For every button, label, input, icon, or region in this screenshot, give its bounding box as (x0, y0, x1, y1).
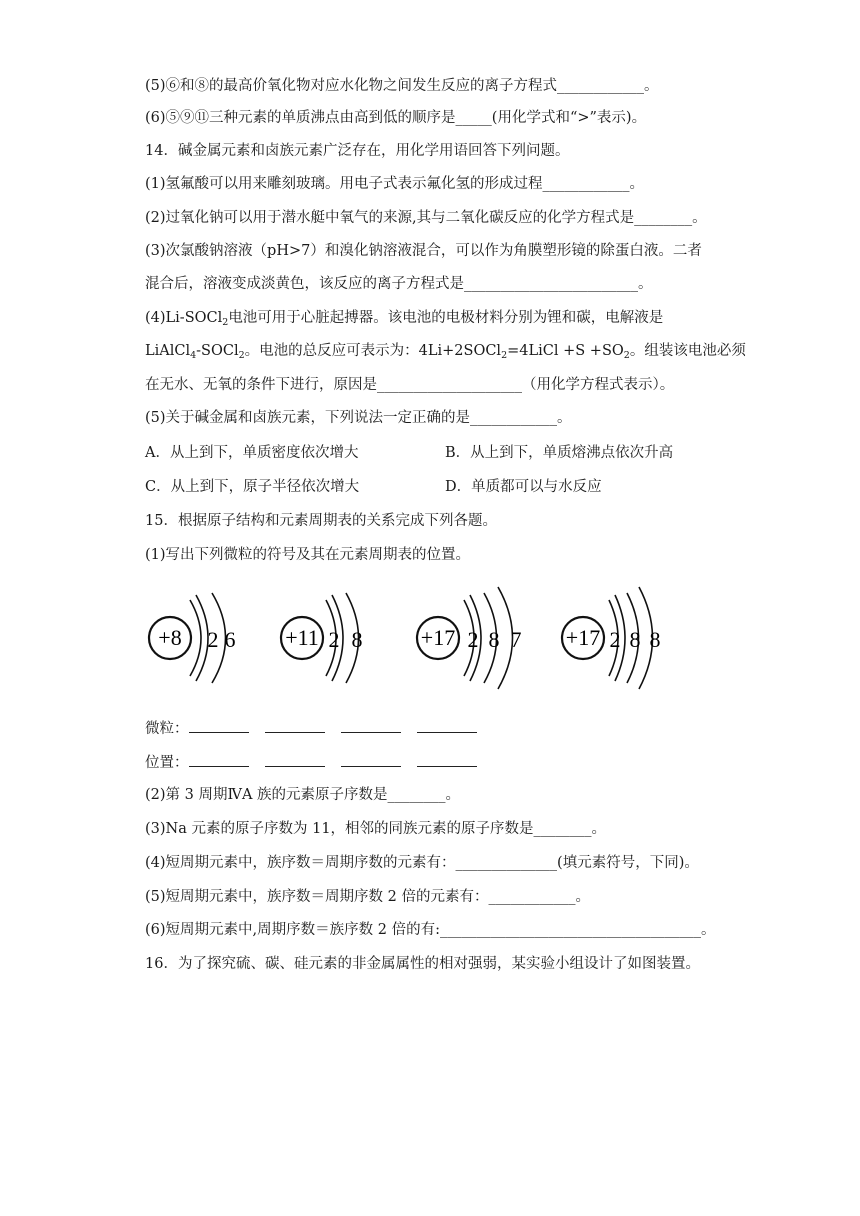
question-15-5: (5)短周期元素中，族序数＝周期序数 2 倍的元素有：____________。 (145, 889, 590, 905)
shell-arc (196, 595, 208, 681)
option-d: D．单质都可以与水反应 (445, 479, 602, 495)
question-14-3a: (3)次氯酸钠溶液（pH>7）和溴化钠溶液混合，可以作为角膜塑形镜的除蛋白液。二者 (145, 243, 702, 259)
atom-diagram-3 (410, 585, 530, 695)
text-run: 。电池的总反应可表示为：4Li+2SOCl (244, 343, 502, 359)
text-run: 电池可用于心脏起搏器。该电池的电极材料分别为锂和碳，电解液是 (228, 310, 664, 326)
shell-electrons: 2 (467, 627, 479, 652)
text-run: LiAlCl (145, 343, 191, 359)
question-14-2: (2)过氧化钠可以用于潜水艇中氧气的来源,其与二氧化碳反应的化学方程式是________。 (145, 210, 707, 226)
option-c: C．从上到下，原子半径依次增大 (145, 479, 360, 495)
question-14-1: (1)氢氟酸可以用来雕刻玻璃。用电子式表示氟化氢的形成过程____________。 (145, 176, 645, 192)
question-14-4c: 在无水、无氧的条件下进行，原因是____________________（用化学方程式表示）。 (145, 377, 675, 393)
text-run: -SOCl (196, 343, 239, 359)
atom-diagram-4 (555, 585, 675, 695)
text-run: 。组装该电池必须 (629, 343, 746, 359)
subscript: 2 (623, 350, 630, 361)
question-14-4b (145, 341, 746, 361)
text-run: =4LiCl +S +SO (507, 343, 624, 359)
shell-electrons: 6 (224, 627, 236, 652)
question-14-stem: 14．碱金属元素和卤族元素广泛存在，用化学用语回答下列问题。 (145, 143, 570, 159)
particle-answer-row (145, 717, 493, 738)
question-15-stem: 15．根据原子结构和元素周期表的关系完成下列各题。 (145, 513, 497, 529)
shell-electrons: 2 (609, 627, 621, 652)
question-15-4: (4)短周期元素中，族序数＝周期序数的元素有：______________(填元素符号，下同)。 (145, 855, 699, 871)
question-16-stem: 16．为了探究硫、碳、硅元素的非金属属性的相对强弱，某实验小组设计了如图装置。 (145, 956, 700, 972)
shell-electrons: 2 (328, 627, 340, 652)
option-a: A．从上到下，单质密度依次增大 (145, 445, 359, 461)
question-15-3: (3)Na 元素的原子序数为 11，相邻的同族元素的原子序数是________。 (145, 821, 607, 837)
question-13-5: (5)⑥和⑧的最高价氧化物对应水化物之间发生反应的离子方程式____________。 (145, 78, 659, 94)
subscript: 2 (222, 317, 229, 328)
shell-electrons: 2 (207, 627, 219, 652)
nucleus-charge: +8 (158, 625, 182, 650)
nucleus-charge: +11 (285, 625, 319, 650)
position-label: 位置： (145, 755, 189, 771)
particle-blank[interactable] (417, 718, 477, 733)
question-15-2: (2)第 3 周期ⅣA 族的元素原子序数是________。 (145, 787, 461, 803)
position-blank[interactable] (417, 752, 477, 767)
subscript: 2 (238, 350, 245, 361)
subscript: 4 (190, 350, 197, 361)
shell-electrons: 7 (510, 627, 522, 652)
nucleus-charge: +17 (420, 625, 456, 650)
nucleus-charge: +17 (565, 625, 601, 650)
text-run: (4)Li-SOCl (145, 310, 223, 326)
particle-blank[interactable] (265, 718, 325, 733)
question-14-4a (145, 308, 663, 328)
position-blank[interactable] (341, 752, 401, 767)
option-b: B．从上到下，单质熔沸点依次升高 (445, 445, 674, 461)
shell-electrons: 8 (629, 627, 641, 652)
particle-blank[interactable] (341, 718, 401, 733)
atom-diagram-1 (140, 585, 260, 695)
position-answer-row (145, 751, 493, 772)
subscript: 2 (501, 350, 508, 361)
position-blank[interactable] (265, 752, 325, 767)
question-14-5: (5)关于碱金属和卤族元素，下列说法一定正确的是____________。 (145, 410, 572, 426)
shell-electrons: 8 (351, 627, 363, 652)
question-14-3b: 混合后，溶液变成淡黄色，该反应的离子方程式是________________________。 (145, 276, 653, 292)
position-blank[interactable] (189, 752, 249, 767)
question-15-1: (1)写出下列微粒的符号及其在元素周期表的位置。 (145, 547, 471, 563)
shell-electrons: 8 (649, 627, 661, 652)
particle-blank[interactable] (189, 718, 249, 733)
shell-electrons: 8 (488, 627, 500, 652)
particle-label: 微粒： (145, 721, 189, 737)
atom-diagram-2 (270, 585, 390, 695)
question-15-6: (6)短周期元素中,周期序数＝族序数 2 倍的有:____________________________________。 (145, 922, 716, 938)
question-13-6: (6)⑤⑨⑪三种元素的单质沸点由高到低的顺序是_____(用化学式和“>”表示)。 (145, 110, 647, 126)
